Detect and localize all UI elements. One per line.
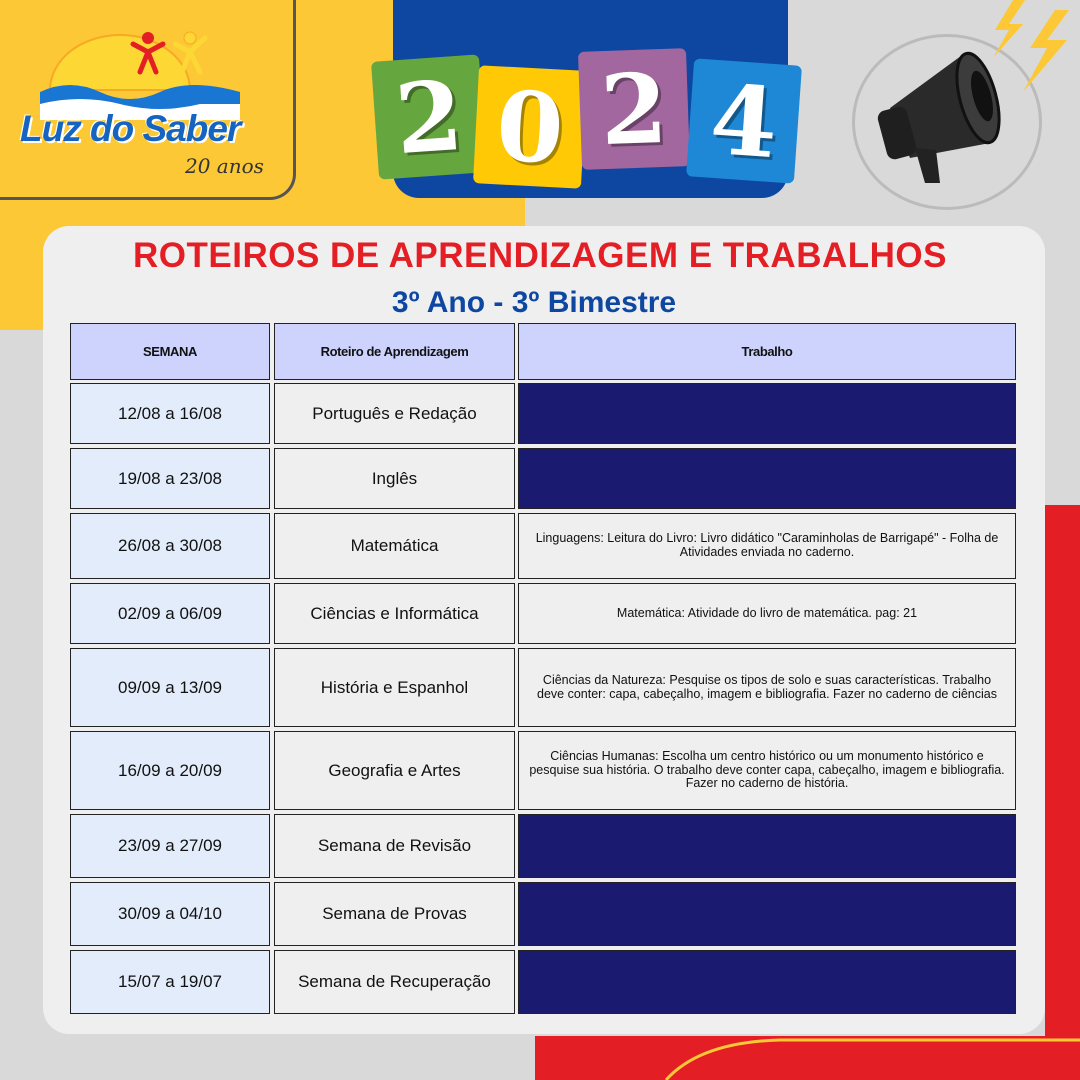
decorative-arc: [660, 1036, 1080, 1080]
year-digit-4: 4: [686, 58, 802, 183]
table-row-work-empty: [518, 882, 1016, 946]
table-row-week: 26/08 a 30/08: [70, 513, 270, 579]
table-row-subject: História e Espanhol: [274, 648, 515, 727]
table-row-subject: Inglês: [274, 448, 515, 509]
page-title: ROTEIROS DE APRENDIZAGEM E TRABALHOS: [133, 236, 947, 275]
logo-text: Luz do Saber: [20, 108, 241, 149]
header-roteiro: Roteiro de Aprendizagem: [274, 323, 515, 380]
table-row-work: Linguagens: Leitura do Livro: Livro didático "Caraminholas de Barrigapé" - Folha de Atividades enviada no caderno.: [518, 513, 1016, 579]
table-row-week: 15/07 a 19/07: [70, 950, 270, 1014]
table-row-week: 19/08 a 23/08: [70, 448, 270, 509]
table-row-subject: Matemática: [274, 513, 515, 579]
table-row-week: 12/08 a 16/08: [70, 383, 270, 444]
logo-area: [0, 0, 296, 200]
logo-tagline: 20 anos: [185, 154, 264, 178]
table-row-subject: Geografia e Artes: [274, 731, 515, 810]
table-row-subject: Semana de Provas: [274, 882, 515, 946]
table-row-work: Ciências Humanas: Escolha um centro histórico ou um monumento histórico e pesquise sua história. O trabalho deve conter capa, cabeçalho, imagem e bibliografia. Fazer no caderno de história.: [518, 731, 1016, 810]
year-digit-2: 0: [473, 65, 587, 188]
table-row-work-empty: [518, 448, 1016, 509]
red-background-block: [1045, 505, 1080, 1080]
table-row-work-empty: [518, 814, 1016, 878]
page-subtitle: 3º Ano - 3º Bimestre: [391, 286, 677, 319]
table-row-week: 16/09 a 20/09: [70, 731, 270, 810]
table-row-work: Matemática: Atividade do livro de matemática. pag: 21: [518, 583, 1016, 644]
header-trabalho: Trabalho: [518, 323, 1016, 380]
table-row-subject: Semana de Revisão: [274, 814, 515, 878]
table-row-work-empty: [518, 950, 1016, 1014]
logo-children-icon: [128, 30, 218, 75]
table-row-subject: Semana de Recuperação: [274, 950, 515, 1014]
table-row-week: 09/09 a 13/09: [70, 648, 270, 727]
header-semana: SEMANA: [70, 323, 270, 380]
table-row-work-empty: [518, 383, 1016, 444]
table-row-subject: Português e Redação: [274, 383, 515, 444]
year-digit-3: 2: [578, 48, 690, 170]
year-digit-1: 2: [371, 54, 487, 179]
table-row-week: 23/09 a 27/09: [70, 814, 270, 878]
lightning-icon: [985, 0, 1080, 100]
table-row-week: 02/09 a 06/09: [70, 583, 270, 644]
table-row-week: 30/09 a 04/10: [70, 882, 270, 946]
table-row-subject: Ciências e Informática: [274, 583, 515, 644]
table-row-work: Ciências da Natureza: Pesquise os tipos de solo e suas características. Trabalho deve conter: capa, cabeçalho, imagem e bibliografia. Fazer no caderno de ciências: [518, 648, 1016, 727]
